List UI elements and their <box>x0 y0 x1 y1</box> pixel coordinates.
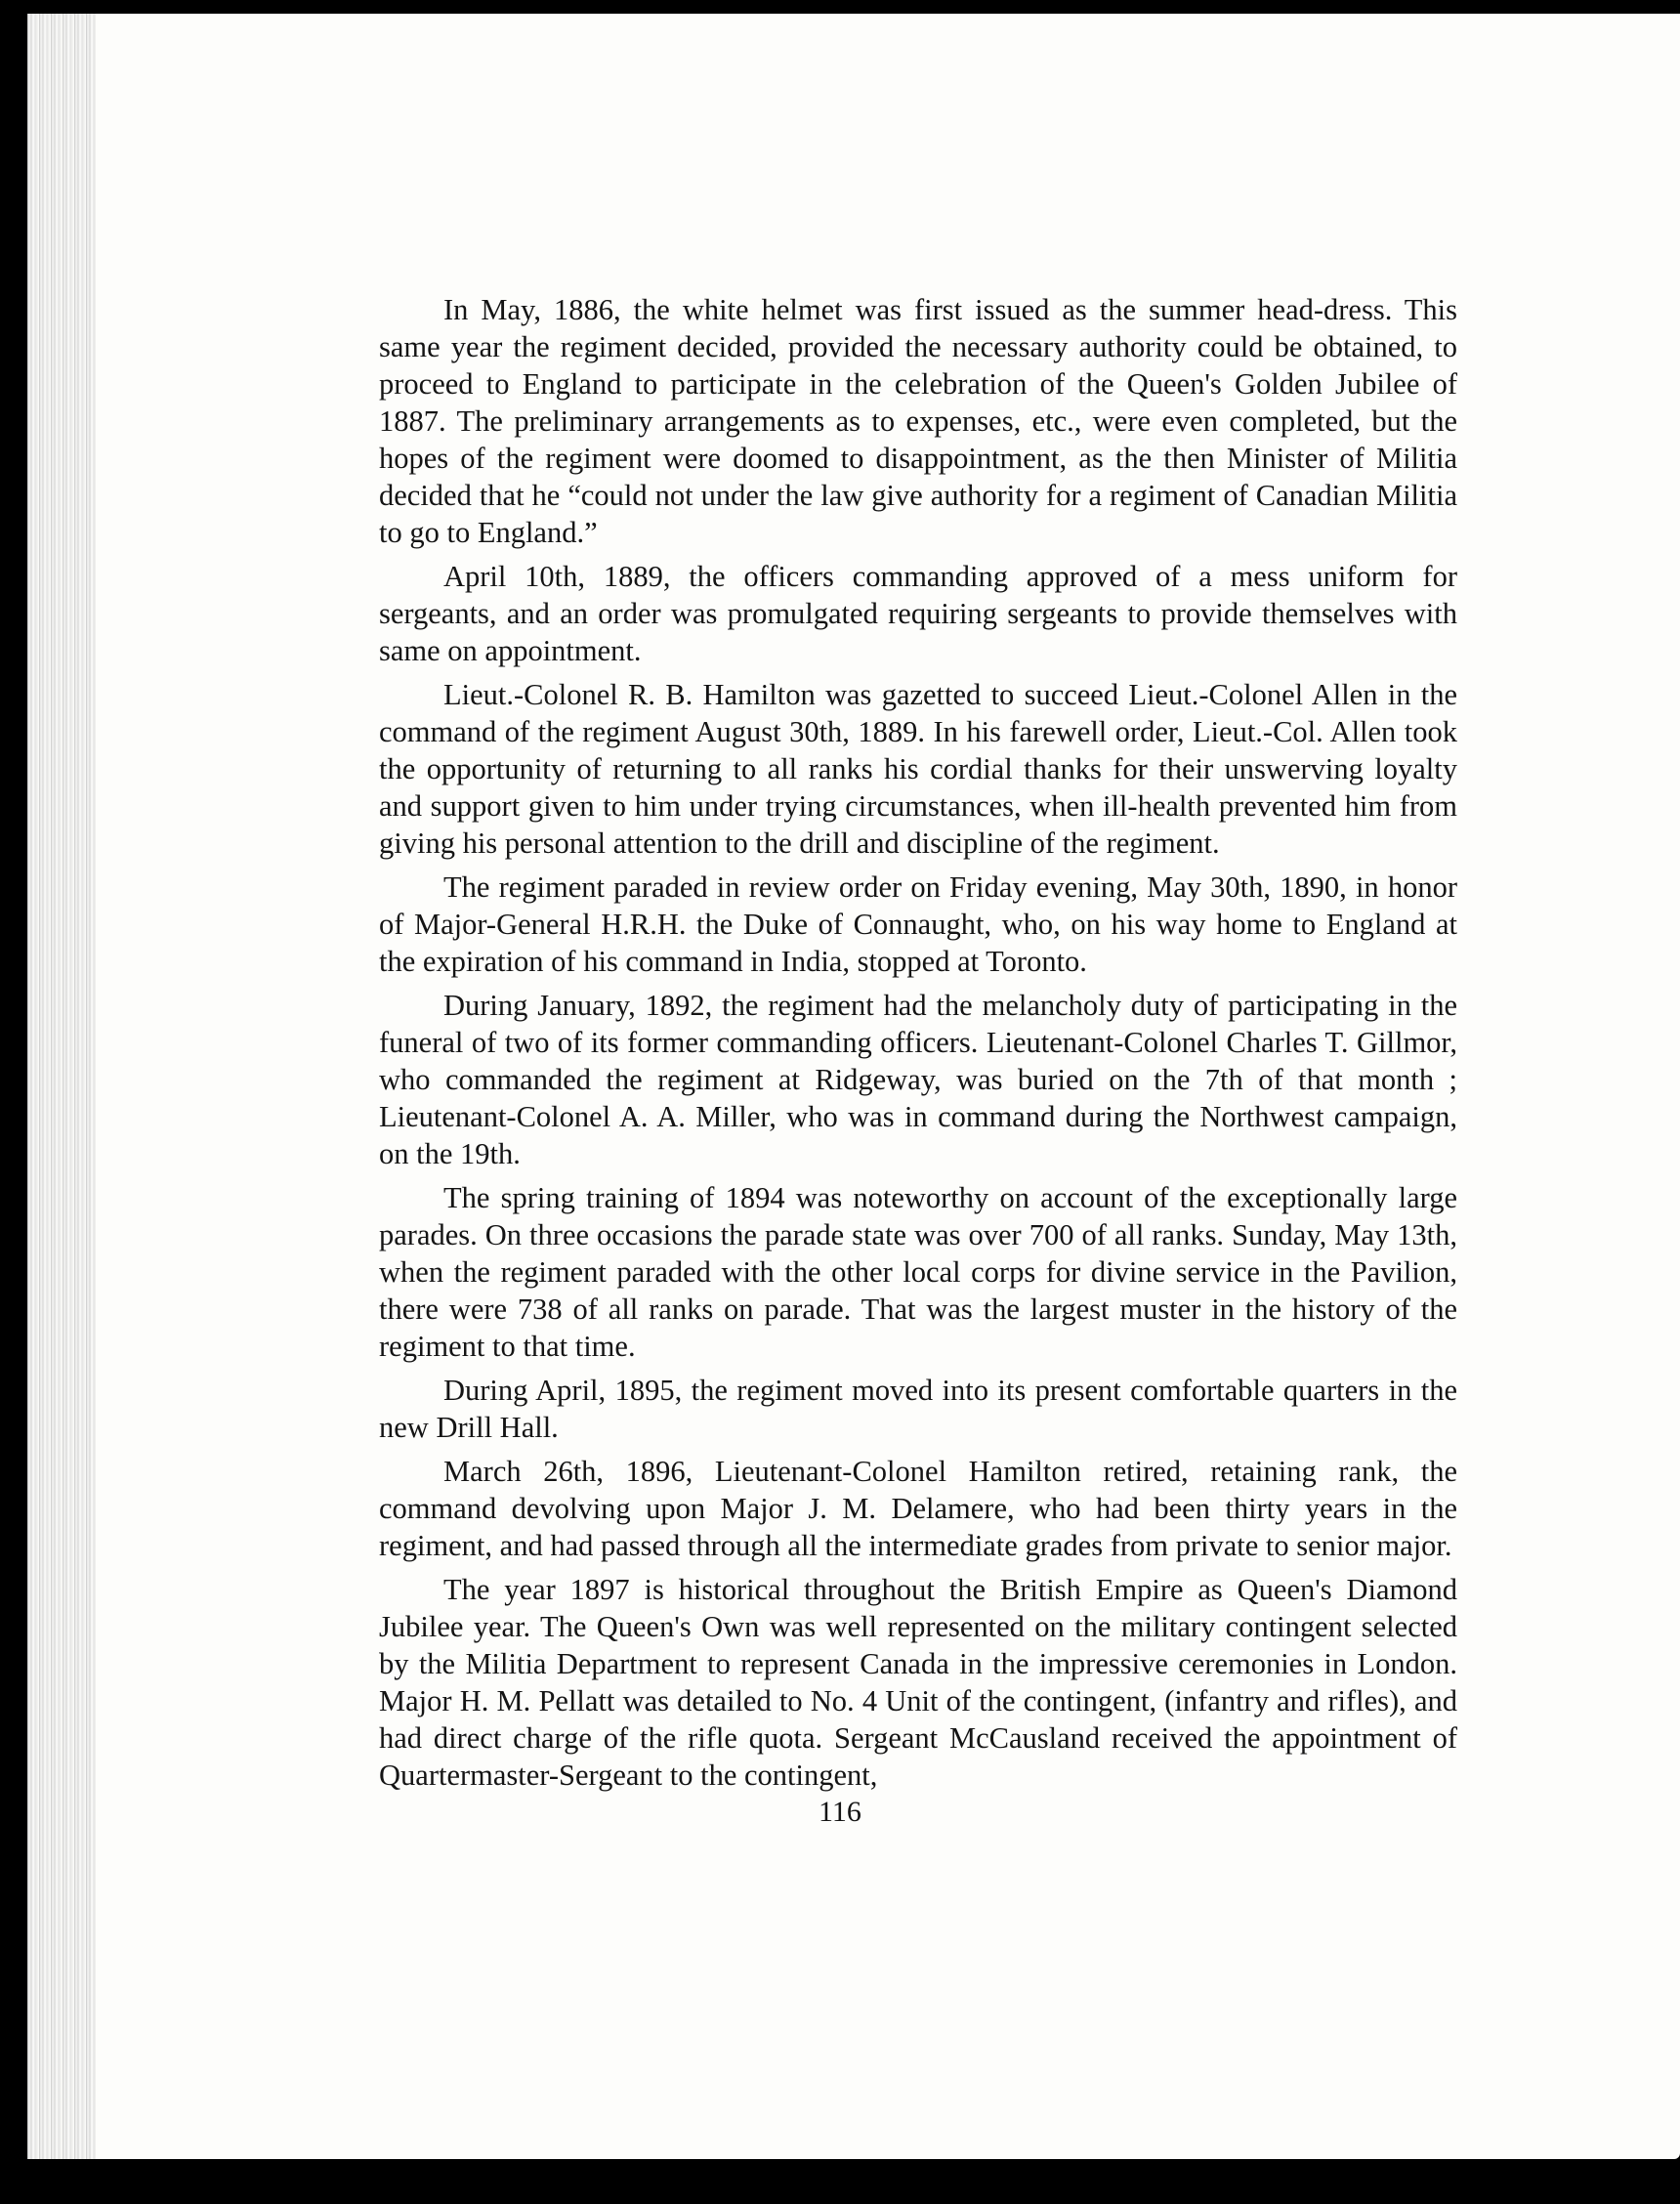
paragraph-drill-hall: During April, 1895, the regiment moved into its present comfortable quarters in the new Drill Hall. <box>379 1374 1457 1444</box>
page-number: 116 <box>819 1796 861 1828</box>
page-stack-edge <box>27 14 96 2159</box>
paragraph-funerals: During January, 1892, the regiment had the melancholy duty of participating in the funeral of two of its former commanding officers. Lieutenant-Colonel Charles T. Gillmor, who commanded the regiment at Ridgeway, was buried on the 7th of that month ; Lieutenant-Colonel A. A. Miller, who was in command during the Northwest campaign, on the 19th. <box>379 989 1457 1170</box>
paragraph-delamere: March 26th, 1896, Lieutenant-Colonel Hamilton retired, retaining rank, the command devolving upon Major J. M. Delamere, who had been thirty years in the regiment, and had passed through all the intermediate grades from private to senior major. <box>379 1455 1457 1562</box>
paragraph-review-connaught: The regiment paraded in review order on Friday evening, May 30th, 1890, in honor of Major-General H.R.H. the Duke of Connaught, who, on his way home to England at the expiration of his command in India, stopped at Toronto. <box>379 870 1457 978</box>
paragraph-spring-training: The spring training of 1894 was noteworthy on account of the exceptionally large parades. On three occasions the parade state was over 700 of all ranks. Sunday, May 13th, when the regiment paraded with the other local corps for divine service in the Pavilion, there were 738 of all ranks on parade. That was the largest muster in the history of the regiment to that time. <box>379 1181 1457 1363</box>
paragraph-mess-uniform: April 10th, 1889, the officers commanding approved of a mess uniform for sergeants, and an order was promulgated requiring sergeants to provide themselves with same on appointment. <box>379 560 1457 667</box>
paragraph-diamond-jubilee: The year 1897 is historical throughout the British Empire as Queen's Diamond Jubilee year. The Queen's Own was well represented on the military contingent selected by the Militia Department to represent Canada in the impressive ceremonies in London. Major H. M. Pellatt was detailed to No. 4 Unit of the contingent, (infantry and rifles), and had direct charge of the rifle quota. Sergeant McCausland received the appointment of Quartermaster-Sergeant to the contingent, <box>379 1573 1457 1792</box>
body-text <box>379 291 1457 1801</box>
paragraph-helmet-jubilee: In May, 1886, the white helmet was first issued as the summer head-dress. This same year the regiment decided, provided the necessary authority could be obtained, to proceed to England to participate in the celebration of the Queen's Golden Jubilee of 1887. The preliminary arrangements as to expenses, etc., were even completed, but the hopes of the regiment were doomed to disappointment, as the then Minister of Militia decided that he “could not under the law give authority for a regiment of Canadian Militia to go to England.” <box>379 293 1457 549</box>
paragraph-hamilton-command: Lieut.-Colonel R. B. Hamilton was gazetted to succeed Lieut.-Colonel Allen in the command of the regiment August 30th, 1889. In his farewell order, Lieut.-Col. Allen took the opportunity of returning to all ranks his cordial thanks for their unswerving loyalty and support given to him under trying circumstances, when ill-health prevented him from giving his personal attention to the drill and discipline of the regiment. <box>379 678 1457 860</box>
